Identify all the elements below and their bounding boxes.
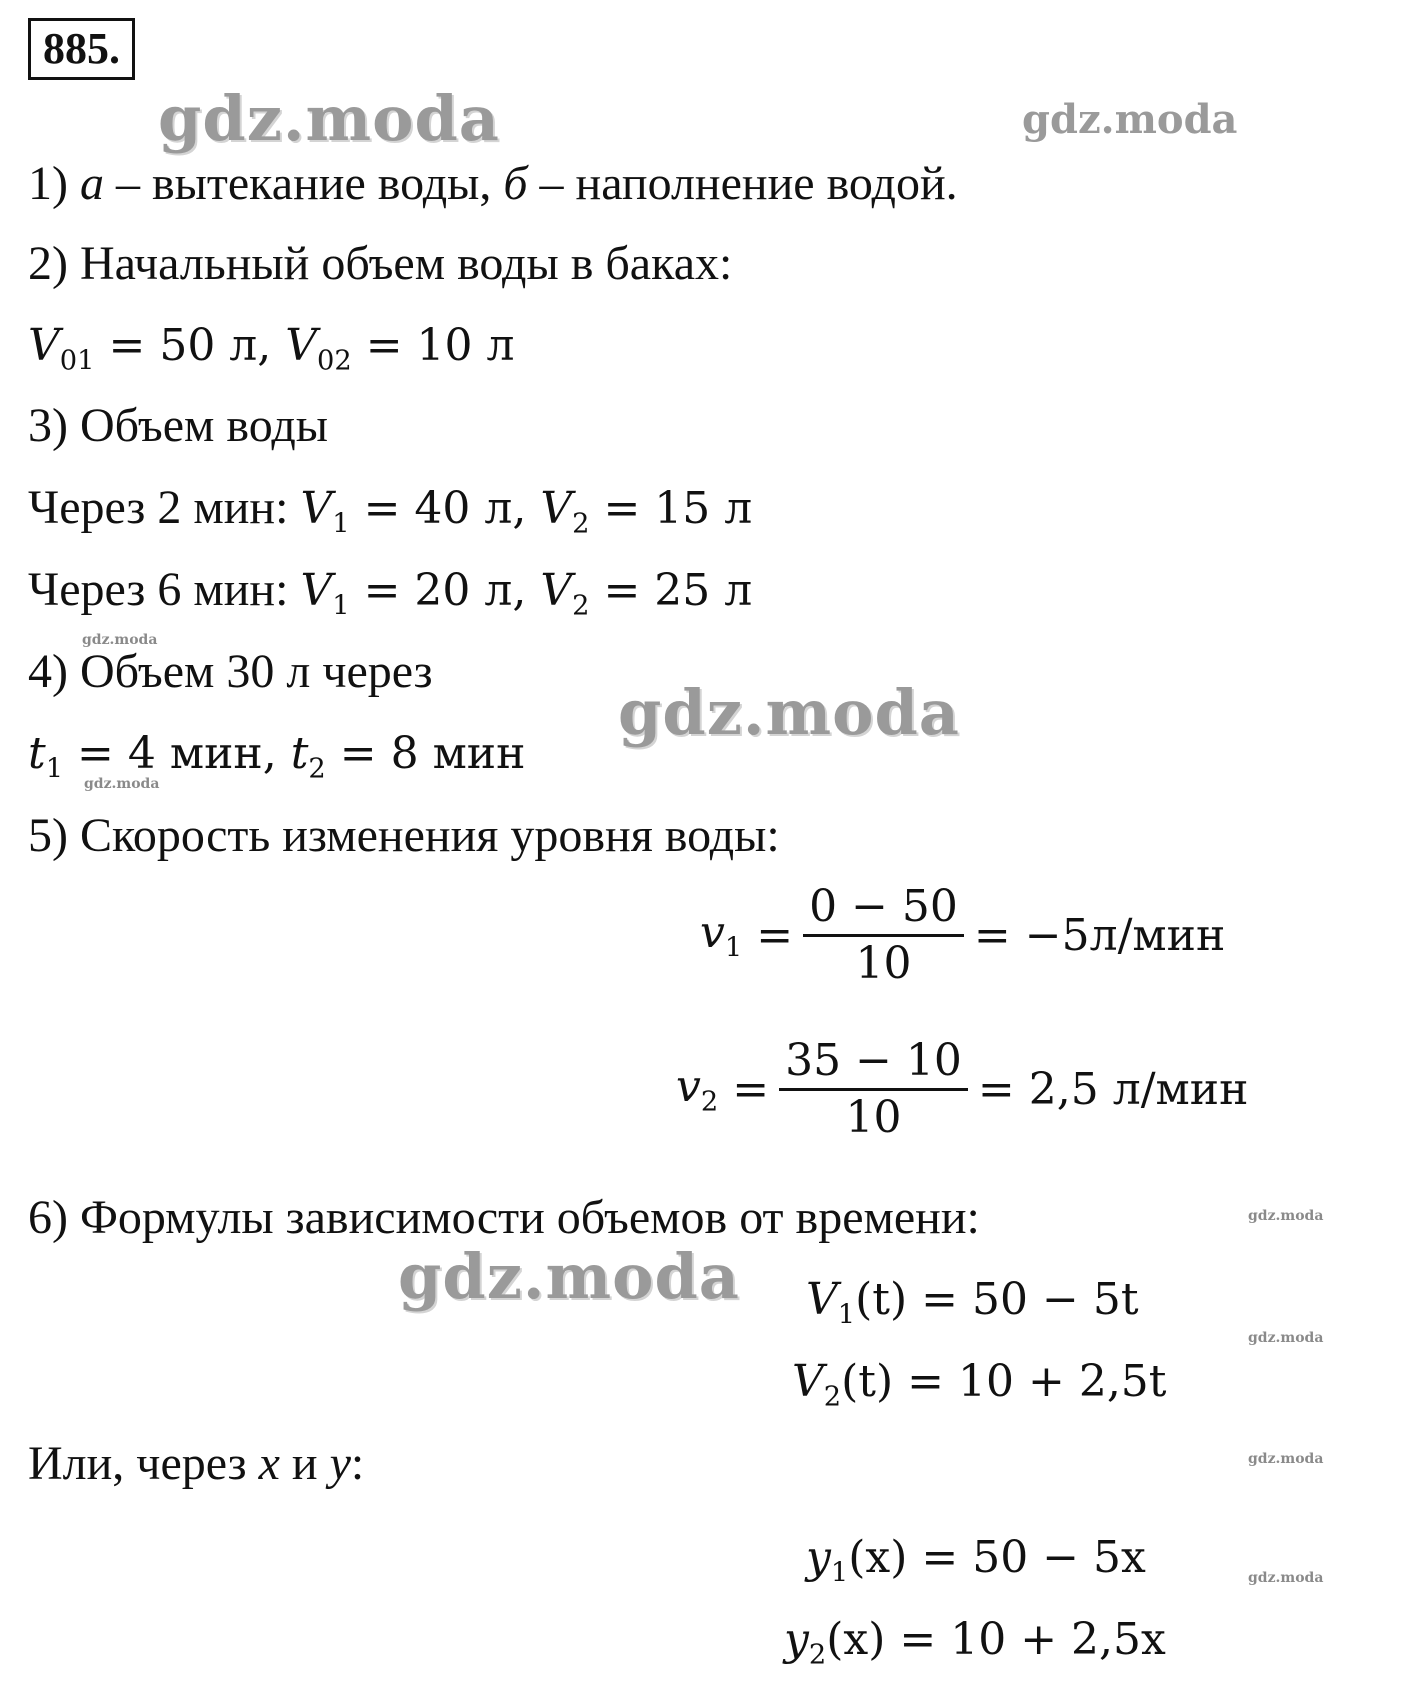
formula-y2-x: $y_2(x) = 10 + 2,5x$ bbox=[784, 1614, 1166, 1671]
formula-V2-t: $V_2(t) = 10 + 2,5t$ bbox=[792, 1356, 1167, 1413]
item-6-title: 6) Формулы зависимости объемов от времени: bbox=[28, 1191, 980, 1244]
watermark: gdz.moda bbox=[84, 776, 160, 792]
watermark: gdz.moda bbox=[1248, 1330, 1324, 1346]
watermark: gdz.moda bbox=[82, 632, 158, 648]
watermark: gdz.moda bbox=[1248, 1570, 1324, 1586]
item-3-row-2: Через 6 мин: $V_1 = 20$ л, $V_2 = 25$ л bbox=[28, 563, 753, 622]
fraction: $\frac{0 - 50}{10}$ bbox=[803, 880, 964, 991]
item-1: 1) a – вытекание воды, б – наполнение водой. bbox=[28, 157, 958, 210]
or-via-x-y: Или, через x и y: bbox=[28, 1437, 365, 1490]
fraction: $\frac{35 - 10}{10}$ bbox=[779, 1034, 968, 1145]
watermark: gdz.moda bbox=[158, 82, 500, 155]
item-2-values: $V_{01} = 50$ л, $V_{02} = 10$ л bbox=[28, 320, 515, 377]
watermark: gdz.moda bbox=[618, 676, 960, 749]
item-3-row-1: Через 2 мин: $V_1 = 40$ л, $V_2 = 15$ л bbox=[28, 481, 753, 540]
item-4-values: $t_1 = 4$ мин, $t_2 = 8$ мин bbox=[28, 728, 526, 785]
item-3-title: 3) Объем воды bbox=[28, 399, 328, 452]
item-5-title: 5) Скорость изменения уровня воды: bbox=[28, 809, 780, 862]
formula-V1-t: $V_1(t) = 50 - 5t$ bbox=[806, 1274, 1139, 1331]
watermark: gdz.moda bbox=[1022, 96, 1238, 143]
formula-v2: $v_2$ = $\frac{35 - 10}{10}$ = 2,5 л/мин bbox=[676, 1035, 1249, 1143]
watermark: gdz.moda bbox=[1248, 1451, 1324, 1467]
watermark: gdz.moda bbox=[1248, 1208, 1324, 1224]
item-2-title: 2) Начальный объем воды в баках: bbox=[28, 237, 733, 290]
watermark: gdz.moda bbox=[398, 1240, 740, 1313]
formula-y1-x: $y_1(x) = 50 - 5x$ bbox=[806, 1532, 1146, 1589]
formula-v1: $v_1$ = $\frac{0 - 50}{10}$ = −5л/мин bbox=[700, 881, 1226, 989]
item-4-title: 4) Объем 30 л через bbox=[28, 645, 433, 698]
problem-number: 885. bbox=[28, 18, 135, 80]
